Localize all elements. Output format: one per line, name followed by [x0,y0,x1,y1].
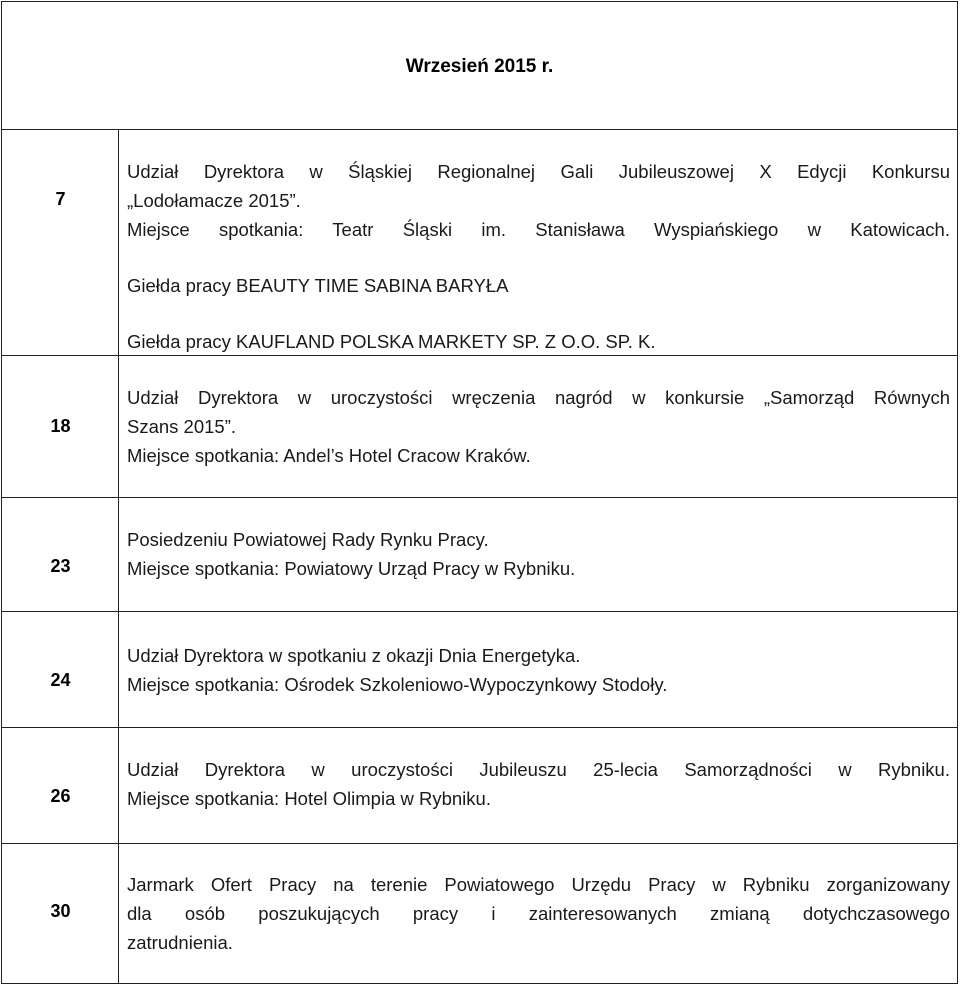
day-cell [2,130,119,355]
event-text [127,755,950,813]
day-number: 26 [50,786,71,806]
event-line: Miejsce spotkania: Hotel Olimpia w Rybniku. [127,788,491,809]
event-text [127,383,950,470]
event-line: Udział Dyrektora w Śląskiej Regionalnej Gali Jubileuszowej X Edycji Konkursu [127,161,950,182]
table-row [2,130,957,356]
event-line: Miejsce spotkania: Ośrodek Szkoleniowo-Wypoczynkowy Stodoły. [127,674,668,695]
table-row [2,356,957,498]
day-cell [2,728,119,843]
day-number: 23 [50,556,71,576]
month-title: Wrzesień 2015 r. [405,56,554,77]
event-line: Posiedzeniu Powiatowej Rady Rynku Pracy. [127,529,489,550]
event-line: Szans 2015”. [127,416,237,437]
event-line: Udział Dyrektora w uroczystości wręczenia nagród w konkursie „Samorząd Równych [127,387,950,408]
table-row [2,498,957,612]
event-text [127,870,950,957]
day-cell [2,844,119,983]
event-line: Giełda pracy BEAUTY TIME SABINA BARYŁA [127,275,509,296]
event-line: Udział Dyrektora w spotkaniu z okazji Dnia Energetyka. [127,645,581,666]
event-line: Miejsce spotkania: Powiatowy Urząd Pracy w Rybniku. [127,558,576,579]
day-number: 18 [50,416,71,436]
event-text [127,525,950,583]
day-number: 7 [55,189,66,209]
table-row [2,612,957,728]
event-text [127,641,950,699]
event-line: „Lodołamacze 2015”. [127,190,301,211]
events-table [1,1,958,984]
event-line: Miejsce spotkania: Teatr Śląski im. Stanisława Wyspiańskiego w Katowicach. [127,219,950,240]
day-cell [2,356,119,497]
event-line: dla osób poszukujących pracy i zainteresowanych zmianą dotychczasowego [127,903,950,924]
table-row [2,844,957,983]
event-text [127,157,950,356]
day-number: 30 [50,901,71,921]
event-line: Udział Dyrektora w uroczystości Jubileuszu 25-lecia Samorządności w Rybniku. [127,759,950,780]
table-row [2,728,957,844]
event-line: zatrudnienia. [127,932,233,953]
day-number: 24 [50,670,71,690]
event-line: Miejsce spotkania: Andel’s Hotel Cracow Kraków. [127,445,531,466]
event-line: Giełda pracy KAUFLAND POLSKA MARKETY SP. Z O.O. SP. K. [127,331,656,352]
table-header [2,2,957,130]
day-cell [2,612,119,727]
event-line: Jarmark Ofert Pracy na terenie Powiatowego Urzędu Pracy w Rybniku zorganizowany [127,874,950,895]
day-cell [2,498,119,611]
